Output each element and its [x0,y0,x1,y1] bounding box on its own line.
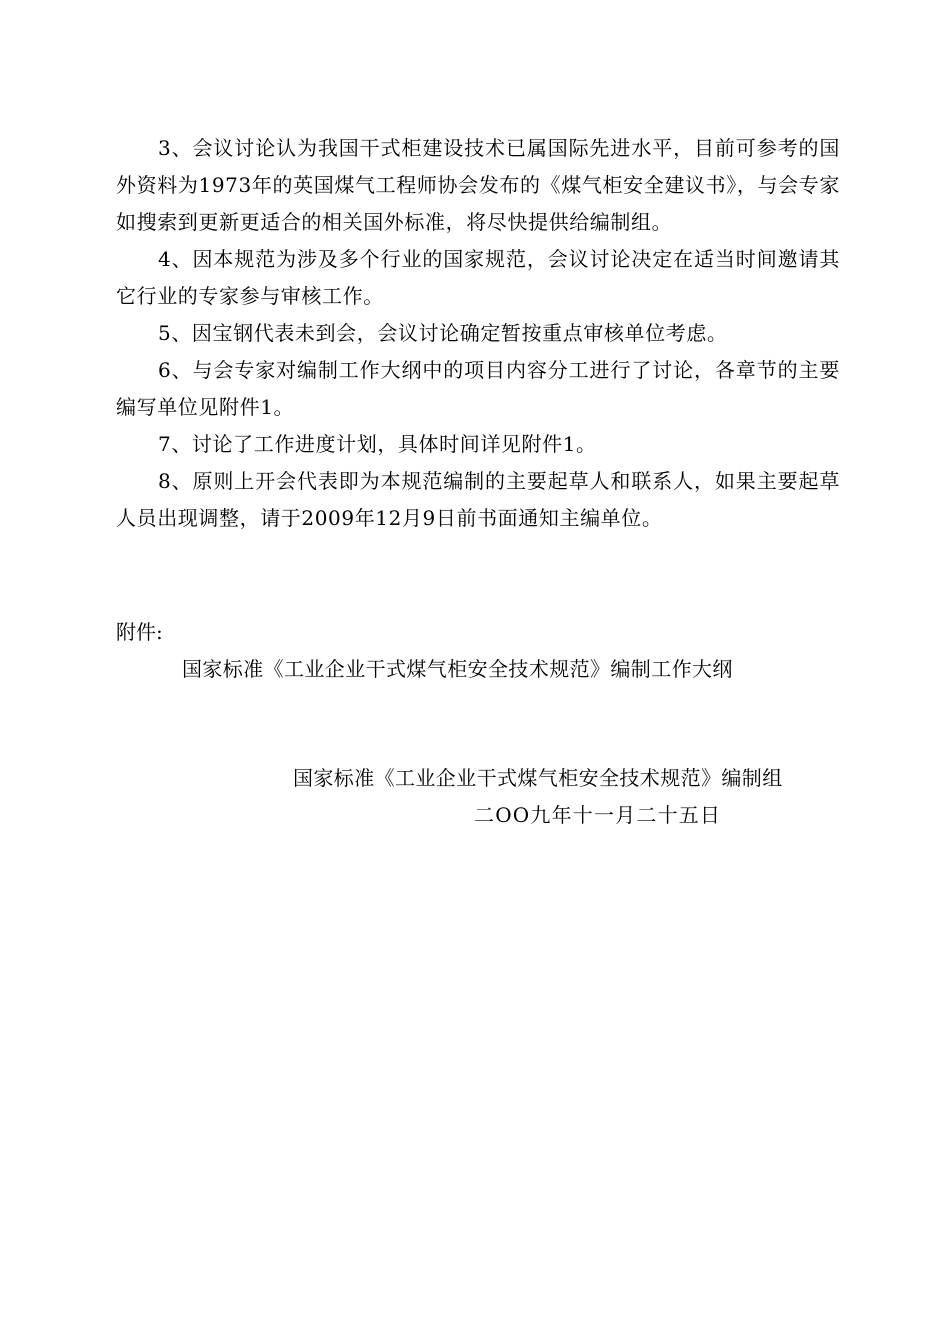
paragraph-item-6: 6、与会专家对编制工作大纲中的项目内容分工进行了讨论，各章节的主要编写单位见附件1。 [116,358,840,419]
attachment-label: 附件: [116,620,163,644]
signature-date: 二OO九年十一月二十五日 [474,803,722,827]
paragraph-item-5: 5、因宝钢代表未到会，会议讨论确定暂按重点审核单位考虑。 [158,321,728,345]
paragraph-item-7: 7、讨论了工作进度计划，具体时间详见附件1。 [158,432,597,456]
paragraph-item-8: 8、原则上开会代表即为本规范编制的主要起草人和联系人，如果主要起草人员出现调整，请于2009年12月9日前书面通知主编单位。 [116,469,840,530]
attachment-item: 国家标准《工业企业干式煤气柜安全技术规范》编制工作大纲 [182,657,733,681]
signature-organization: 国家标准《工业企业干式煤气柜安全技术规范》编制组 [293,766,783,790]
paragraph-item-4: 4、因本规范为涉及多个行业的国家规范，会议讨论决定在适当时间邀请其它行业的专家参与审核工作。 [116,247,840,308]
paragraph-item-3: 3、会议讨论认为我国干式柜建设技术已属国际先进水平，目前可参考的国外资料为1973年的英国煤气工程师协会发布的《煤气柜安全建议书》，与会专家如搜索到更新更适合的相关国外标准，将尽快提供给编制组。 [116,136,840,234]
meeting-minutes-body [116,130,840,537]
